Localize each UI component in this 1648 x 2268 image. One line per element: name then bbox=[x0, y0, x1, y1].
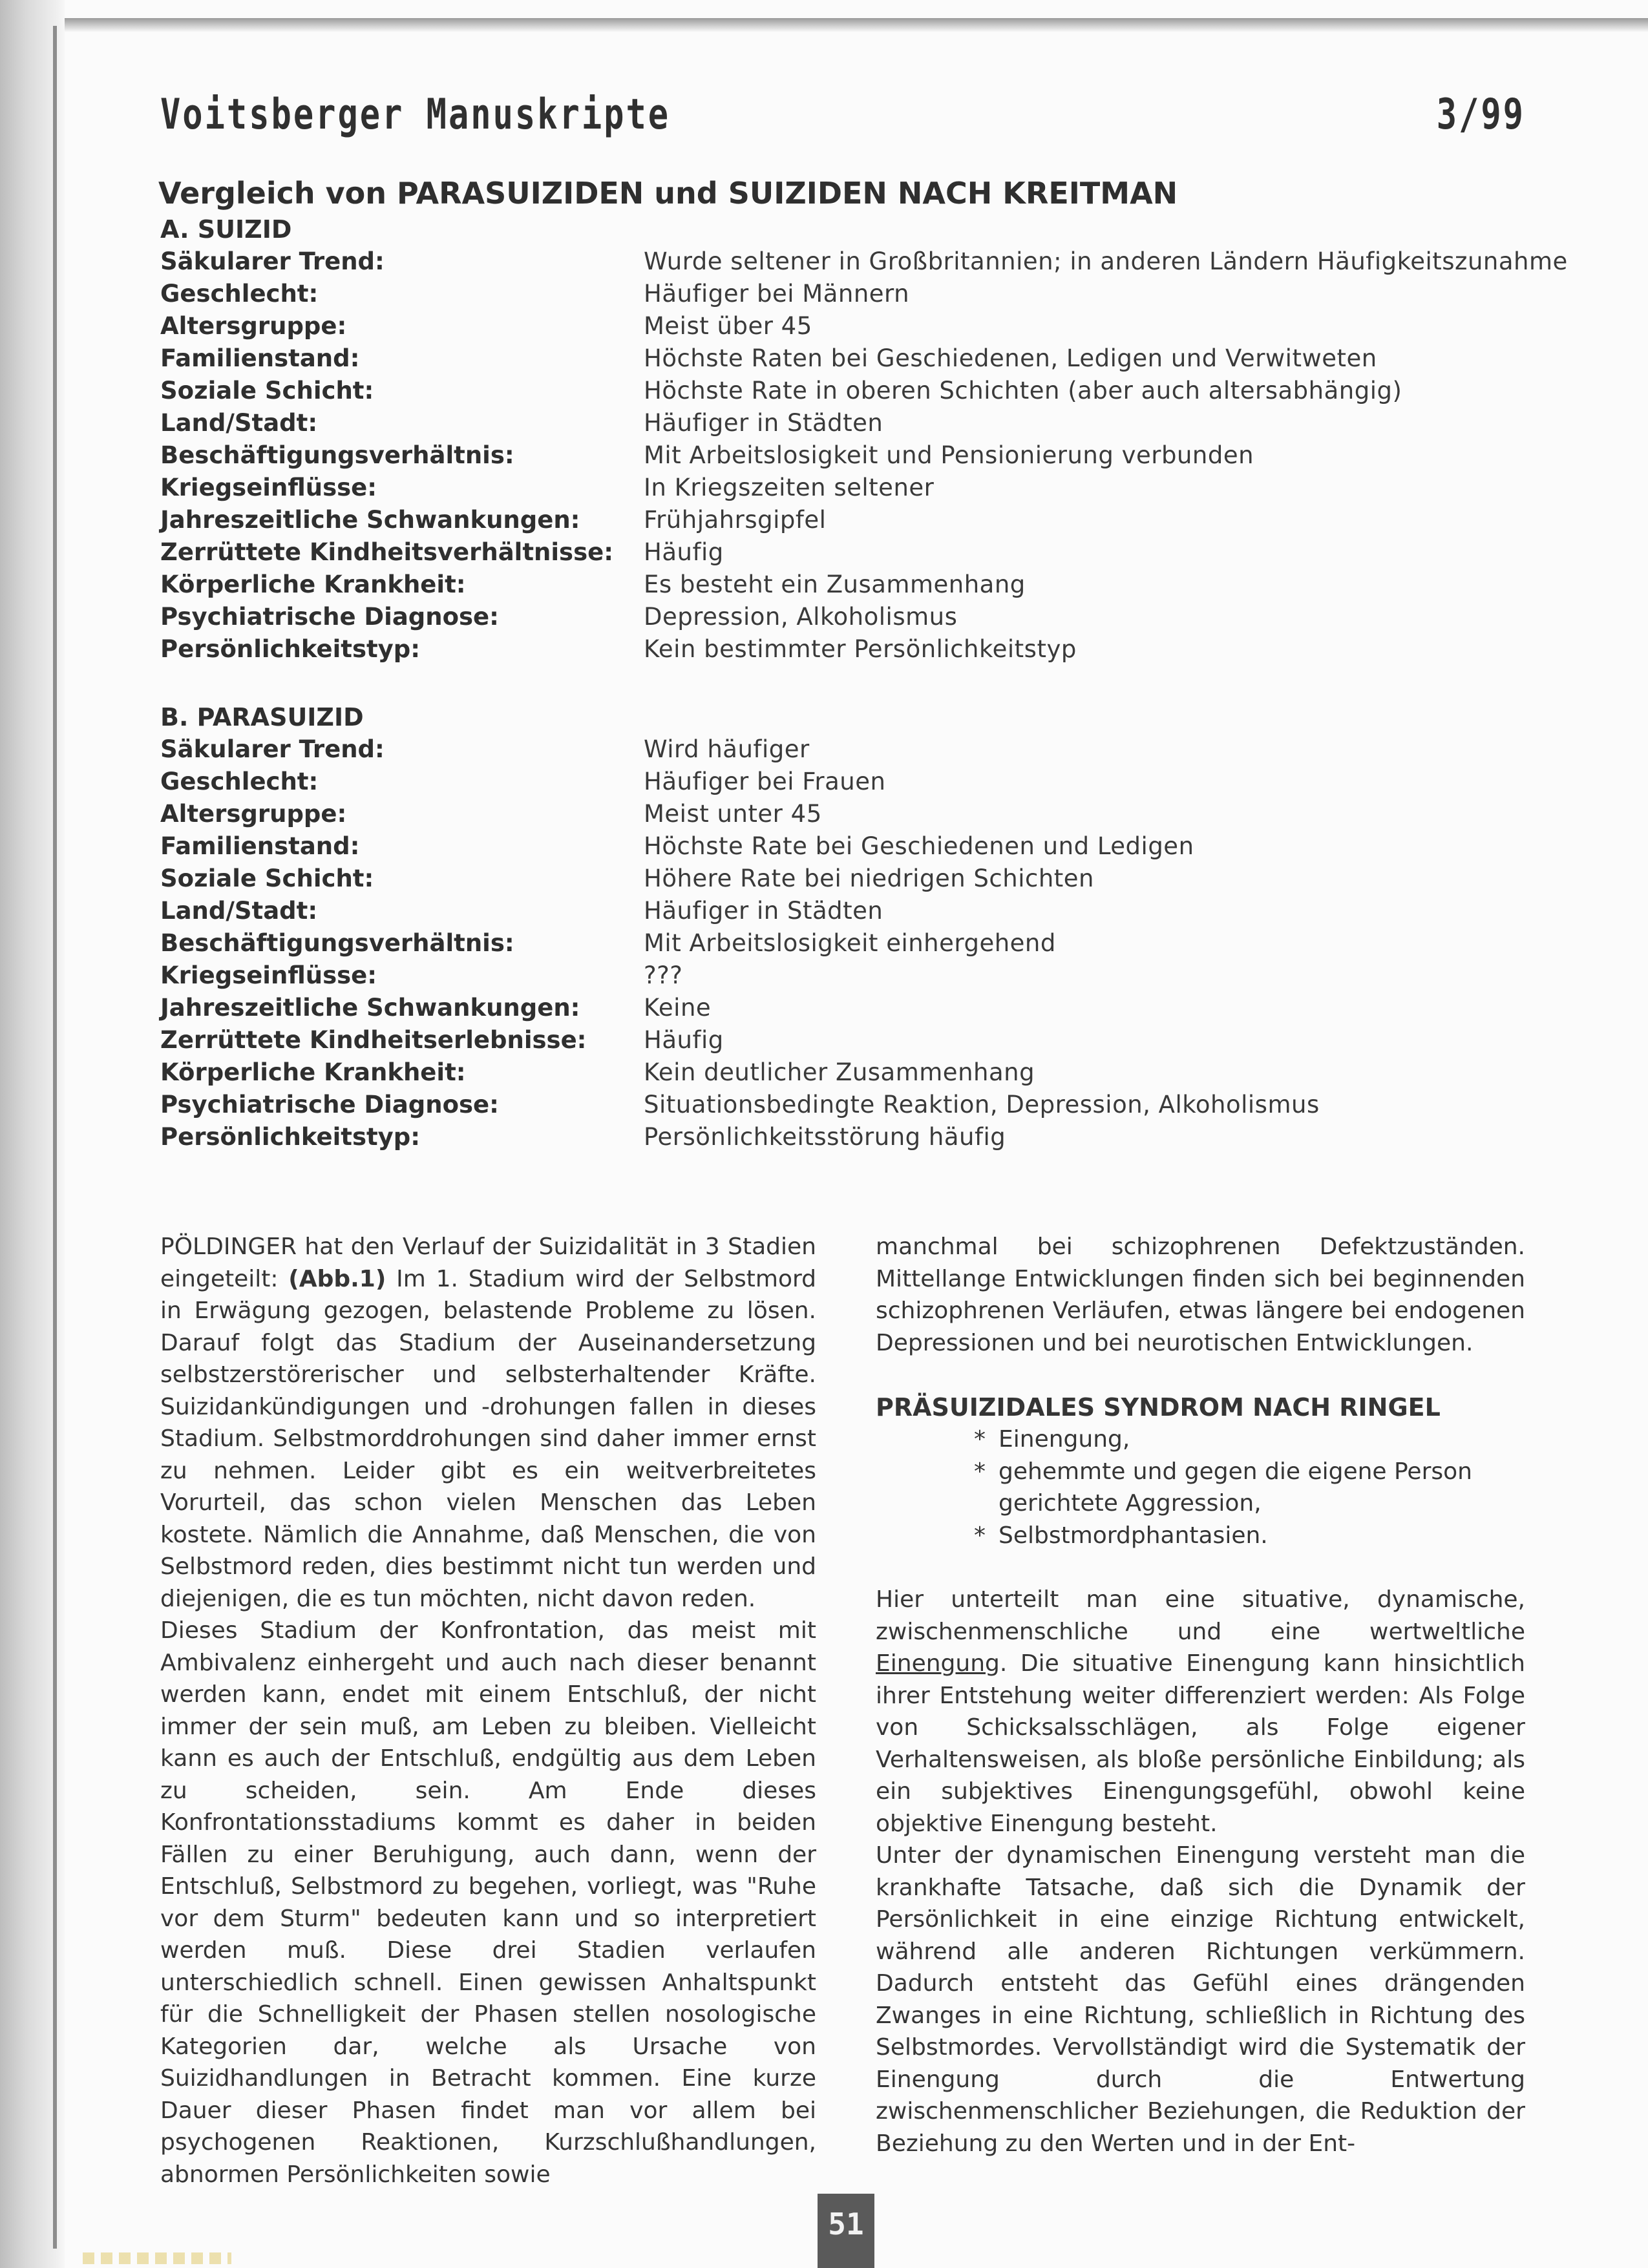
page-header bbox=[160, 90, 1525, 139]
table-row bbox=[160, 342, 1550, 375]
row-label: Säkularer Trend: bbox=[160, 247, 385, 275]
row-value: Persönlichkeitsstörung häufig bbox=[644, 1123, 1006, 1151]
paragraph: manchmal bei schizophrenen Defektzuständen. Mittellange Entwicklungen finden sich bei beginnenden schizophrenen Verläufen, etwas längere bei endogenen Depressionen und bei neurotischen Entwicklungen. bbox=[876, 1234, 1525, 1356]
row-label: Kriegseinflüsse: bbox=[160, 474, 377, 501]
row-label: Jahreszeitliche Schwankungen: bbox=[160, 994, 580, 1022]
scan-artifact bbox=[83, 2252, 231, 2264]
symptom-list bbox=[876, 1423, 1525, 1551]
row-value: Häufig bbox=[644, 1026, 724, 1054]
table-row bbox=[160, 246, 1568, 278]
table-row bbox=[160, 863, 1550, 895]
row-label: Altersgruppe: bbox=[160, 800, 347, 828]
table-row bbox=[160, 766, 1550, 798]
row-value: Frühjahrsgipfel bbox=[644, 506, 827, 534]
row-label: Land/Stadt: bbox=[160, 409, 318, 437]
spacer bbox=[876, 1551, 1525, 1584]
parasuizid-heading: B. PARASUIZID bbox=[160, 703, 364, 731]
page-number: 51 bbox=[828, 2207, 864, 2242]
binding-edge bbox=[53, 26, 57, 2249]
table-row bbox=[160, 960, 1550, 992]
row-value: Es besteht ein Zusammenhang bbox=[644, 571, 1026, 598]
row-value: Mit Arbeitslosigkeit und Pensionierung verbunden bbox=[644, 441, 1254, 469]
row-label: Zerrüttete Kindheitsverhältnisse: bbox=[160, 538, 613, 566]
row-label: Altersgruppe: bbox=[160, 312, 347, 340]
suizid-table bbox=[160, 246, 1568, 666]
table-row bbox=[160, 895, 1550, 927]
underlined-term: Einengung bbox=[876, 1650, 1000, 1677]
paragraph-text: PÖLDINGER hat den Verlauf der Suizidalität in 3 Stadien eingeteilt: bbox=[160, 1234, 816, 1292]
table-row bbox=[160, 733, 1550, 766]
row-value: Höchste Rate bei Geschiedenen und Ledigen bbox=[644, 832, 1194, 860]
right-text-column bbox=[876, 1231, 1525, 2159]
row-value: Häufiger in Städten bbox=[644, 897, 883, 925]
table-row bbox=[160, 569, 1550, 601]
parasuizid-table bbox=[160, 733, 1550, 1153]
row-label: Familienstand: bbox=[160, 832, 360, 860]
table-row bbox=[160, 1089, 1550, 1121]
row-value: ??? bbox=[644, 961, 683, 989]
row-label: Soziale Schicht: bbox=[160, 377, 374, 404]
table-row bbox=[160, 927, 1550, 960]
row-value: Höchste Rate in oberen Schichten (aber auch altersabhängig) bbox=[644, 377, 1402, 404]
row-value: Kein bestimmter Persönlichkeitstyp bbox=[644, 635, 1077, 663]
row-value: Situationsbedingte Reaktion, Depression, Alkoholismus bbox=[644, 1091, 1320, 1118]
asterisk-bullet-icon: * bbox=[974, 1458, 986, 1485]
list-item bbox=[876, 1456, 1525, 1520]
row-value: Kein deutlicher Zusammenhang bbox=[644, 1058, 1035, 1086]
row-label: Zerrüttete Kindheitserlebnisse: bbox=[160, 1026, 587, 1054]
paragraph bbox=[160, 1231, 816, 1615]
row-value: Häufiger bei Frauen bbox=[644, 768, 886, 795]
row-label: Soziale Schicht: bbox=[160, 865, 374, 892]
table-row bbox=[160, 278, 1550, 310]
row-label: Psychiatrische Diagnose: bbox=[160, 1091, 499, 1118]
suizid-section bbox=[160, 213, 1568, 666]
row-value: Depression, Alkoholismus bbox=[644, 603, 958, 631]
row-value: Häufiger in Städten bbox=[644, 409, 883, 437]
parasuizid-section bbox=[160, 701, 1550, 1153]
paragraph: Unter der dynamischen Einengung versteht man die krankhafte Tatsache, daß sich die Dynamik der Persönlichkeit in eine einzige Richtung entwickelt, während alle anderen Richtungen verkümmern. Dadurch entsteht das Gefühl eines drängenden Zwanges in eine Richtung, schließlich in Richtung des Selbstmordes. Vervollständigt wird die Systematik der Einengung durch die Entwertung zwischenmenschlicher Beziehungen, die Reduktion der Beziehung zu den Werten und in der Ent- bbox=[876, 1842, 1525, 2157]
row-label: Persönlichkeitstyp: bbox=[160, 1123, 421, 1151]
table-row bbox=[160, 407, 1550, 439]
issue-code: 3/99 bbox=[1436, 90, 1525, 139]
table-row bbox=[160, 1056, 1550, 1089]
list-item-text: Einengung, bbox=[998, 1426, 1130, 1453]
list-item bbox=[876, 1423, 1525, 1456]
row-value: Keine bbox=[644, 994, 712, 1022]
list-item bbox=[876, 1520, 1525, 1552]
table-row bbox=[160, 504, 1550, 536]
paragraph-text: Hier unterteilt man eine situative, dynamische, zwischenmenschliche und eine wertweltliche bbox=[876, 1586, 1525, 1645]
row-label: Land/Stadt: bbox=[160, 897, 318, 925]
table-row bbox=[160, 536, 1550, 569]
table-row bbox=[160, 992, 1550, 1024]
row-label: Familienstand: bbox=[160, 344, 360, 372]
paragraph-text: Im 1. Stadium wird der Selbstmord in Erwägung gezogen, belastende Probleme zu lösen. Darauf folgt das Stadium der Auseinandersetzung selbstzerstörerischer und selbsterhaltender Kräfte. Suizidankündigungen und -drohungen fallen in dieses Stadium. Selbstmorddrohungen sind daher immer ernst zu nehmen. Leider gibt es ein weitverbreitetes Vorurteil, das schon vielen Menschen das Leben kostete. Nämlich die Annahme, daß Menschen, die von Selbstmord reden, dies bestimmt nicht tun werden und diejenigen, die es tun möchten, nicht davon reden. bbox=[160, 1265, 817, 1612]
row-value: Wurde seltener in Großbritannien; in anderen Ländern Häufigkeitszunahme bbox=[644, 247, 1568, 275]
row-label: Jahreszeitliche Schwankungen: bbox=[160, 506, 580, 534]
row-label: Beschäftigungsverhältnis: bbox=[160, 929, 514, 957]
row-label: Beschäftigungsverhältnis: bbox=[160, 441, 514, 469]
figure-reference: (Abb.1) bbox=[288, 1265, 386, 1292]
page-title: Vergleich von PARASUIZIDEN und SUIZIDEN NACH KREITMAN bbox=[158, 176, 1178, 211]
table-row bbox=[160, 310, 1550, 342]
table-row bbox=[160, 830, 1550, 863]
list-item-text: Selbstmordphantasien. bbox=[998, 1522, 1268, 1549]
row-label: Körperliche Krankheit: bbox=[160, 1058, 466, 1086]
row-label: Körperliche Krankheit: bbox=[160, 571, 466, 598]
row-label: Psychiatrische Diagnose: bbox=[160, 603, 499, 631]
table-row bbox=[160, 472, 1550, 504]
paragraph bbox=[876, 1584, 1525, 1840]
row-value: In Kriegszeiten seltener bbox=[644, 474, 935, 501]
row-value: Mit Arbeitslosigkeit einhergehend bbox=[644, 929, 1056, 957]
asterisk-bullet-icon: * bbox=[974, 1522, 986, 1549]
row-value: Meist über 45 bbox=[644, 312, 812, 340]
table-row bbox=[160, 798, 1550, 830]
suizid-heading: A. SUIZID bbox=[160, 215, 292, 244]
row-label: Geschlecht: bbox=[160, 280, 319, 308]
section-subheading: PRÄSUIZIDALES SYNDROM NACH RINGEL bbox=[876, 1393, 1441, 1422]
list-item-text: gehemmte und gegen die eigene Person gerichtete Aggression, bbox=[998, 1458, 1472, 1517]
left-text-column bbox=[160, 1231, 816, 2190]
row-label: Kriegseinflüsse: bbox=[160, 961, 377, 989]
row-label: Säkularer Trend: bbox=[160, 735, 385, 763]
table-row bbox=[160, 633, 1550, 666]
table-row bbox=[160, 375, 1550, 407]
paragraph: Dieses Stadium der Konfrontation, das meist mit Ambivalenz einhergeht und auch nach dieser benannt werden kann, endet mit einem Entschluß, der nicht immer der sein muß, am Leben zu bleiben. Vielleicht kann es auch der Entschluß, endgültig aus dem Leben zu scheiden, sein. Am Ende dieses Konfrontationsstadiums kommt es daher in beiden Fällen zu einer Beruhigung, auch dann, wenn der Entschluß, Selbstmord zu begehen, vorliegt, was "Ruhe vor dem Sturm" bedeuten kann und so interpretiert werden muß. Diese drei Stadien verlaufen unterschiedlich schnell. Einen gewissen Anhaltspunkt für die Schnelligkeit der Phasen stellen nosologische Kategorien dar, welche als Ursache von Suizidhandlungen in Betracht kommen. Eine kurze Dauer dieser Phasen findet man vor allem bei psychogenen Reaktionen, Kurzschlußhandlungen, abnormen Persönlichkeiten sowie bbox=[160, 1617, 816, 2188]
paragraph-text: . Die situative Einengung kann hinsichtlich ihrer Entstehung weiter differenziert werden: Als Folge von Schicksalsschlägen, als Folge eigener Verhaltensweisen, als bloße persönliche Einbildung; als ein subjektives Einengungsgefühl, obwohl keine objektive Einengung besteht. bbox=[876, 1650, 1525, 1837]
row-value: Wird häufiger bbox=[644, 735, 810, 763]
page-number-box bbox=[818, 2194, 874, 2268]
page-top-shadow bbox=[65, 18, 1648, 32]
running-title: Voitsberger Manuskripte bbox=[160, 90, 671, 139]
table-row bbox=[160, 601, 1550, 633]
row-label: Geschlecht: bbox=[160, 768, 319, 795]
table-row bbox=[160, 439, 1550, 472]
row-label: Persönlichkeitstyp: bbox=[160, 635, 421, 663]
asterisk-bullet-icon: * bbox=[974, 1426, 986, 1453]
table-row bbox=[160, 1121, 1550, 1153]
row-value: Meist unter 45 bbox=[644, 800, 822, 828]
row-value: Höhere Rate bei niedrigen Schichten bbox=[644, 865, 1094, 892]
row-value: Höchste Raten bei Geschiedenen, Ledigen und Verwitweten bbox=[644, 344, 1377, 372]
table-row bbox=[160, 1024, 1550, 1056]
row-value: Häufig bbox=[644, 538, 724, 566]
row-value: Häufiger bei Männern bbox=[644, 280, 910, 308]
